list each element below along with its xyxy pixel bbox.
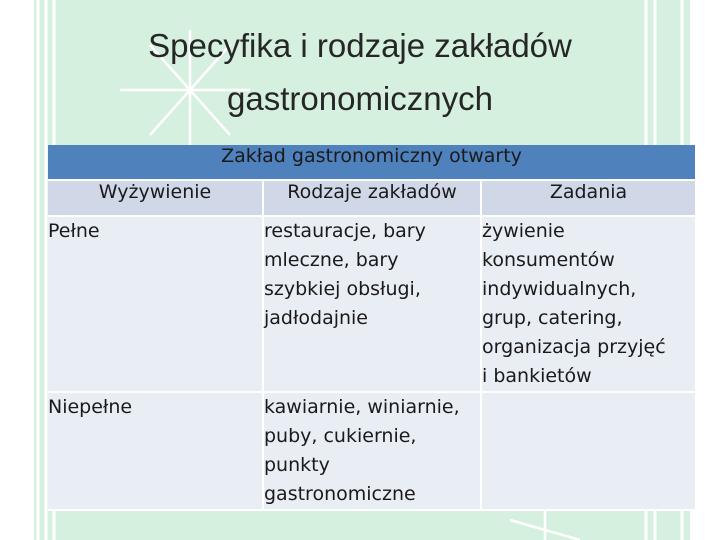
table-row [48, 392, 695, 510]
slide-title-line-2: gastronomicznych [227, 79, 493, 117]
cell-types: restauracje, bary mleczne, bary szybkiej obsługi, jadłodajnie [263, 216, 481, 392]
cell-nutrition: Pełne [48, 216, 263, 392]
table-banner-row [48, 145, 695, 180]
facilities-table [48, 145, 695, 511]
column-header-nutrition: Wyżywienie [48, 180, 263, 216]
column-header-tasks: Zadania [481, 180, 695, 216]
cell-tasks: żywienie konsumentów indywidualnych, grup, catering, organizacja przyjęć i bankietów [481, 216, 695, 392]
column-header-types: Rodzaje zakładów [263, 180, 481, 216]
slide-title [60, 20, 660, 126]
table-header-row [48, 180, 695, 216]
slide-title-line-1: Specyfika i rodzaje zakładów [148, 27, 572, 64]
cell-types: kawiarnie, winiarnie, puby, cukiernie, punkty gastronomiczne [263, 392, 481, 510]
table-row [48, 216, 695, 392]
cell-tasks [481, 392, 695, 510]
table-banner: Zakład gastronomiczny otwarty [48, 145, 695, 180]
cell-nutrition: Niepełne [48, 392, 263, 510]
